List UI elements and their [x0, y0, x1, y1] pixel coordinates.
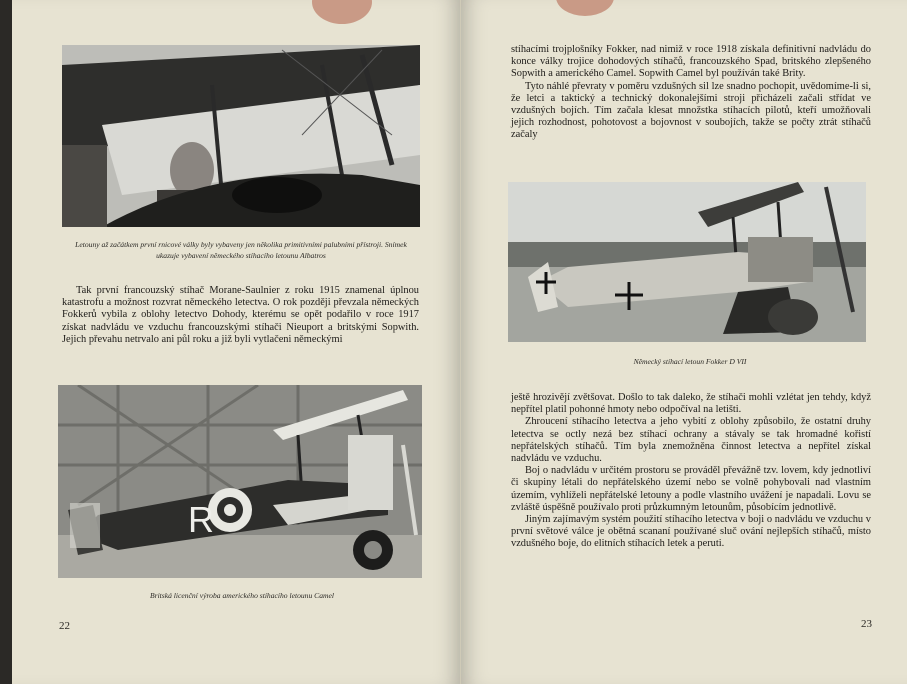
paragraph: Boj o nadvládu v určitém prostoru se prováděl převážně tzv. lovem, kdy jednotliví či skupiny létali do nepřátelského území nebo se volně pohybovali nad vlastním územím, vyhlíželi nepřátelské letouny a podle vlastního uvážení je napadali. Lovu se zvláště úspěšně používalo proti průzkumným letounům, působícím jednotlivě. — [511, 465, 871, 513]
paragraph: Jiným zajímavým systém použití stíhacího letectva v boji o nadvládu ve vzduchu v první světové válce je obětná scananí používané sluč ování nejlepších stíhačů, místo vzdušného boje, do elitních stíhacích letek a peruti. — [511, 514, 871, 550]
finger-right — [556, 0, 614, 16]
right-body-text-top — [511, 44, 871, 142]
page-number-right: 23 — [861, 618, 872, 630]
paragraph: Zhroucení stíhacího letectva a jeho vybití z oblohy způsobilo, že ostatní druhy letectva se octly nezá bez stíhací ochrany a stávaly se tak hromadné kořistí nepřátelských stíhačů. Tím byla znemožněna činnost letectva a nepřítel získal nadvládu ve vzduchu. — [511, 416, 871, 465]
paragraph: stíhacími trojplošníky Fokker, nad nimiž v roce 1918 získala definitivní nadvládu do konce války trojice dohodových stíhačů, francouzského Spad, britského zlepšeného Sopwith a amerického Camel. Sopwith Camel byl používán také Brity. — [511, 44, 871, 80]
paragraph: Tak první francouzský stíhač Morane-Saulnier z roku 1915 znamenal úplnou katastrofu a možnost rozvrat německého letectva. O rok později převzala německých Fokkerů vybila z oblohy letectvo Dohody, kterému se opět podařilo v roce 1917 získat nadvládu ve vzduchu francouzskými stíhači Nieuport a britskými Sopwith. Jejich převahu netrvalo ani půl roku a již byli vytlačeni německými — [62, 285, 419, 345]
camel-roundel-letter: R — [188, 499, 214, 540]
left-page — [12, 0, 461, 684]
paragraph: ještě hrozivějí zvětšovat. Došlo to tak daleko, že stíhači mohli vzlétat jen tehdy, když nepřítel platil pohonné hmoty nebo odpočíval na letišti. — [511, 392, 871, 416]
caption-camel: Britská licenční výroba amerického stíhacího letounu Camel — [149, 591, 335, 600]
caption-cockpit: Letouny až začátkem první rnicové války byly vybaveny jen několika primitivními palubními přístroji. Snímek ukazuje vybavení německého stíhacího letounu Albatros — [75, 240, 407, 260]
right-page — [461, 0, 907, 684]
camel-biplane-photo — [58, 385, 422, 578]
page-number-left: 22 — [59, 620, 70, 632]
right-body-text-bottom — [511, 392, 871, 551]
fokker-biplane-photo — [508, 182, 866, 342]
paragraph: Tyto náhlé převraty v poměru vzdušných sil lze snadno pochopit, uvědomíme-li si, že letci a taktický a technický dokonalejšími stroji přicházeli začali střídat ve vzdušných bojích. Tím začala klesat množstka stíhacích pilotů, kteří umožňovali jejich rozhodnost, pohotovost a bojovnost v soubojích, takže se počty ztrát stíhačů začaly — [511, 80, 871, 141]
finger-left — [312, 0, 372, 24]
cockpit-photo — [62, 45, 420, 227]
caption-fokker: Německý stíhací letoun Fokker D VII — [633, 357, 747, 366]
left-body-text — [62, 285, 419, 346]
book-edge — [0, 0, 12, 684]
